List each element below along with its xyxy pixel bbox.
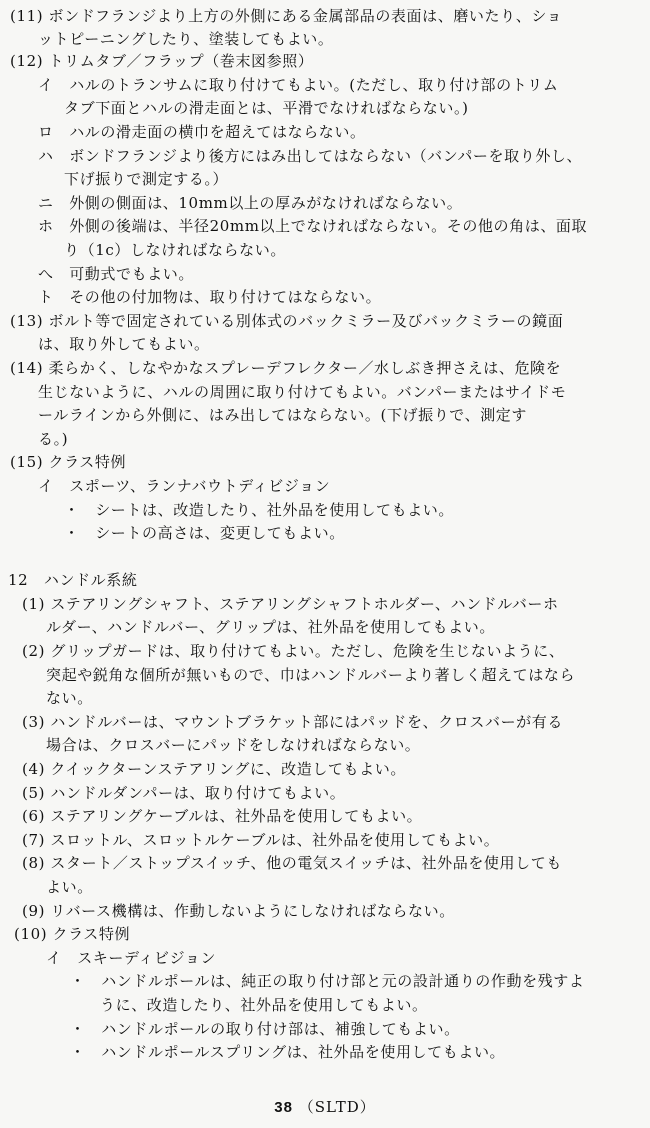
text-line: 場合は、クロスバーにパッドをしなければならない。 [46,736,421,754]
text-line: 生じないように、ハルの周囲に取り付けてもよい。バンパーまたはサイドモ [38,383,567,401]
text-line: ・ シートは、改造したり、社外品を使用してもよい。 [64,501,455,519]
text-line: ・ ハンドルポールの取り付け部は、補強してもよい。 [70,1020,460,1038]
text-line: (14) 柔らかく、しなやかなスプレーデフレクター／水しぶき押さえは、危険を [10,359,562,377]
page-footer [0,1096,650,1117]
text-line: (10) クラス特例 [14,925,131,943]
text-line: へ 可動式でもよい。 [38,265,195,283]
text-line: ・ ハンドルポールは、純正の取り付け部と元の設計通りの作動を残すよ [70,972,585,990]
page-number: 38 [274,1099,293,1116]
text-line: 下げ振りで測定する。） [64,170,229,188]
text-line: ・ ハンドルポールスプリングは、社外品を使用してもよい。 [70,1043,506,1061]
text-line: (15) クラス特例 [10,453,127,471]
text-line: (9) リバース機構は、作動しないようにしなければならない。 [22,902,455,920]
text-line: ニ 外側の側面は、10mm以上の厚みがなければならない。 [38,194,463,212]
text-line: (11) ボンドフランジより上方の外側にある金属部品の表面は、磨いたり、ショ [10,7,563,25]
text-line: (3) ハンドルバーは、マウントブラケット部にはパッドを、クロスバーが有る [22,713,563,731]
text-line: ットピーニングしたり、塗装してもよい。 [38,30,334,48]
text-line: (13) ボルト等で固定されている別体式のバックミラー及びバックミラーの鏡面 [10,312,564,330]
text-line: ハ ボンドフランジより後方にはみ出してはならない（バンパーを取り外し、 [38,147,583,165]
text-line: タブ下面とハルの滑走面とは、平滑でなければならない。) [64,99,469,117]
text-line: (4) クイックターンステアリングに、改造してもよい。 [22,760,406,778]
text-line: る。) [38,430,69,448]
text-line: (5) ハンドルダンパーは、取り付けてもよい。 [22,784,346,802]
text-line: ・ シートの高さは、変更してもよい。 [64,524,345,542]
text-line: ルダー、ハンドルバー、グリップは、社外品を使用してもよい。 [46,618,495,636]
section-heading: 12 ハンドル系統 [8,571,138,589]
text-line: ト その他の付加物は、取り付けてはならない。 [38,288,382,306]
text-line: (6) ステアリングケーブルは、社外品を使用してもよい。 [22,807,423,825]
text-line: よい。 [46,878,93,896]
text-line: り（1c）しなければならない。 [64,241,286,259]
text-line: イ スキーディビジョン [46,949,217,967]
text-line: (2) グリップガードは、取り付けてもよい。ただし、危険を生じないように、 [22,642,565,660]
text-line: ホ 外側の後端は、半径20mm以上でなければならない。その他の角は、面取 [38,217,588,235]
text-line: イ ハルのトランサムに取り付けてもよい。(ただし、取り付け部のトリム [38,76,559,94]
text-line: (12) トリムタブ／フラップ（巻末図参照） [10,52,314,70]
text-line: (1) ステアリングシャフト、ステアリングシャフトホルダー、ハンドルバーホ [22,595,559,613]
text-line: (7) スロットル、スロットルケーブルは、社外品を使用してもよい。 [22,831,500,849]
text-line: ロ ハルの滑走面の横巾を超えてはならない。 [38,123,366,141]
document-code: （SLTD） [298,1098,376,1116]
text-line: は、取り外してもよい。 [38,335,210,353]
text-line: 突起や鋭角な個所が無いもので、巾はハンドルバーより著しく超えてはなら [46,666,576,684]
text-line: (8) スタート／ストップスイッチ、他の電気スイッチは、社外品を使用しても [22,854,562,872]
text-line: ない。 [46,689,93,707]
text-line: イ スポーツ、ランナバウトディビジョン [38,477,331,495]
text-line: ールラインから外側に、はみ出してはならない。(下げ振りで、測定す [38,406,528,424]
text-line: うに、改造したり、社外品を使用してもよい。 [100,996,428,1014]
